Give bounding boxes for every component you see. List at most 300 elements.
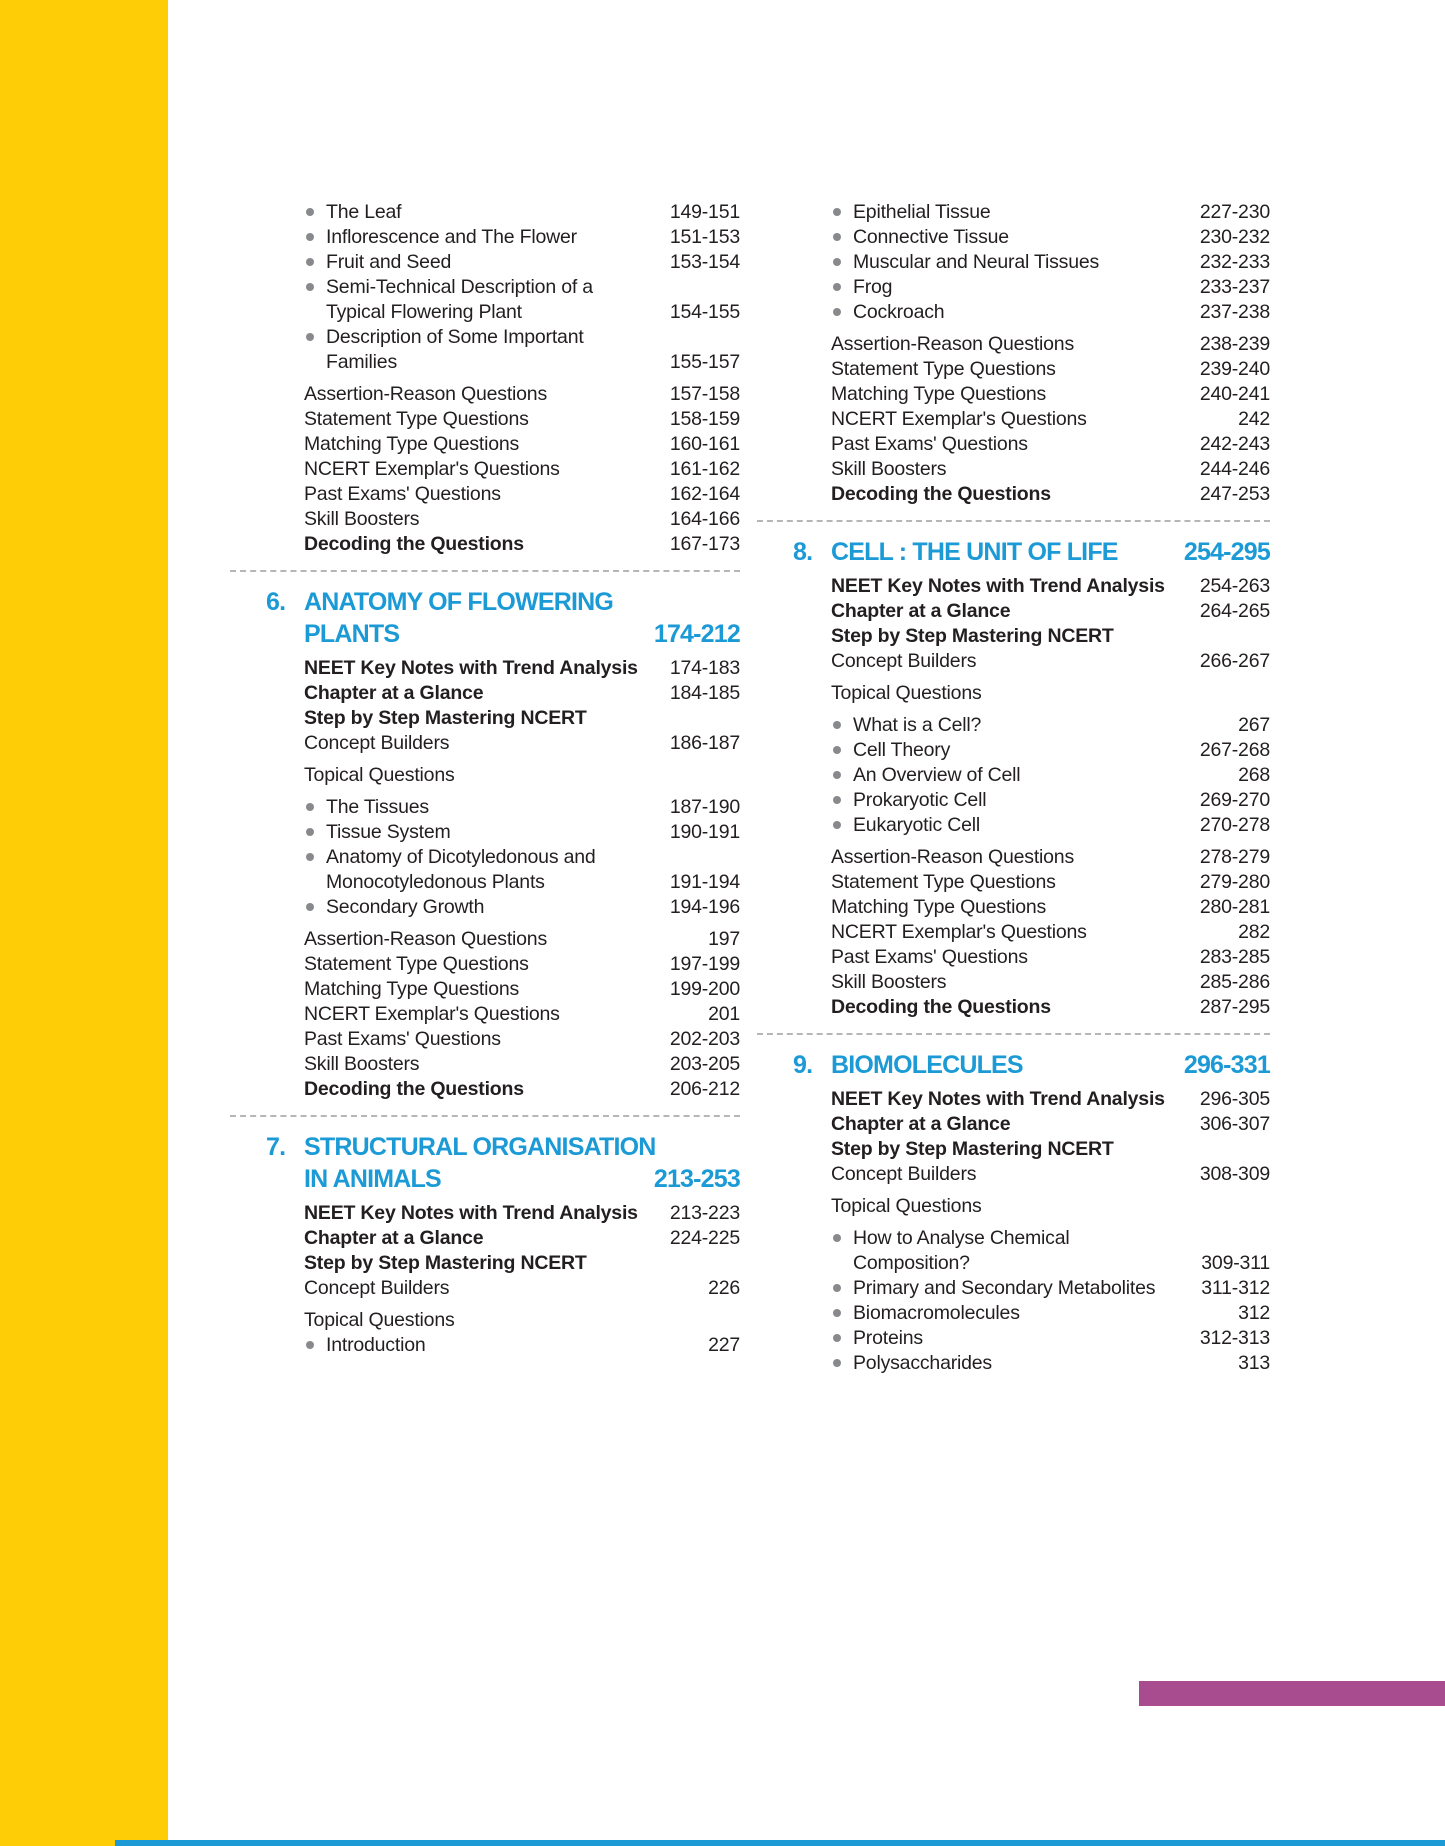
toc-item-label: [304, 1002, 700, 1027]
label-line: Decoding the Questions: [304, 1078, 524, 1100]
toc-item-label: [304, 382, 662, 407]
toc-item-label: [304, 1251, 732, 1276]
toc-item-label: [304, 432, 662, 457]
page-range: 151-153: [669, 226, 740, 248]
chapter-title: [831, 536, 1176, 568]
toc-item: [793, 920, 1270, 945]
page-range: 155-157: [669, 351, 740, 373]
page-range: 232-233: [1199, 251, 1270, 273]
label-line: Step by Step Mastering NCERT: [304, 1252, 587, 1274]
toc-item: [793, 681, 1270, 706]
toc-chapter-entry: [266, 586, 740, 650]
page-range: 161-162: [669, 458, 740, 480]
toc-item: [266, 482, 740, 507]
toc-item: [266, 895, 740, 920]
chapter-number: 6.: [266, 588, 286, 616]
label-line: Biomacromolecules: [853, 1302, 1020, 1324]
label-line: Polysaccharides: [853, 1352, 992, 1374]
toc-item: [793, 649, 1270, 674]
chapter-number: 7.: [266, 1133, 286, 1161]
page-range: 238-239: [1199, 333, 1270, 355]
page-range: 239-240: [1199, 358, 1270, 380]
label-line: Assertion-Reason Questions: [304, 383, 548, 405]
label-line: CELL : THE UNIT OF LIFE: [831, 538, 1118, 566]
toc-item: [793, 1194, 1270, 1219]
section-divider: [230, 570, 740, 572]
toc-item: [793, 713, 1270, 738]
toc-item-label: [853, 1226, 1193, 1276]
toc-item-label: [831, 357, 1192, 382]
chapter-title: [304, 1131, 656, 1195]
label-line: Skill Boosters: [304, 1053, 420, 1075]
label-line: BIOMOLECULES: [831, 1051, 1023, 1079]
toc-item-label: [831, 1137, 1262, 1162]
toc-item: [793, 624, 1270, 649]
page-range: 312: [1238, 1302, 1270, 1324]
toc-item: [266, 1002, 740, 1027]
bullet-icon: [833, 821, 841, 829]
toc-item: [266, 407, 740, 432]
blue-footer-bar: [115, 1840, 1445, 1846]
label-line: Past Exams' Questions: [831, 433, 1028, 455]
page-range: 186-187: [669, 732, 740, 754]
toc-item: [266, 1077, 740, 1102]
toc-item: [266, 507, 740, 532]
label-line: Semi-Technical Description of a: [326, 276, 593, 298]
bullet-icon: [833, 1234, 841, 1242]
bullet-icon: [833, 721, 841, 729]
toc-item: [793, 200, 1270, 225]
toc-item: [266, 382, 740, 407]
toc-item: [793, 1162, 1270, 1187]
toc-item: [266, 532, 740, 557]
label-line: Chapter at a Glance: [304, 1227, 484, 1249]
label-line: Fruit and Seed: [326, 251, 452, 273]
page-range: 247-253: [1199, 483, 1270, 505]
toc-item-label: [304, 763, 732, 788]
toc-item-label: [853, 275, 1192, 300]
toc-item: [266, 795, 740, 820]
label-line: Muscular and Neural Tissues: [853, 251, 1100, 273]
bullet-icon: [306, 283, 314, 291]
toc-item-label: [304, 1276, 700, 1301]
toc-item: [793, 763, 1270, 788]
label-line: Step by Step Mastering NCERT: [831, 625, 1114, 647]
toc-item-label: [304, 457, 662, 482]
toc-item: [793, 995, 1270, 1020]
label-line: Monocotyledonous Plants: [326, 871, 545, 893]
bullet-icon: [306, 853, 314, 861]
page-range: 254-263: [1199, 575, 1270, 597]
page-range: 308-309: [1199, 1163, 1270, 1185]
toc-item-label: [304, 407, 662, 432]
page-range: 270-278: [1199, 814, 1270, 836]
bullet-icon: [833, 1334, 841, 1342]
page-range: 240-241: [1199, 383, 1270, 405]
toc-item-label: [831, 970, 1192, 995]
toc-item-label: [853, 1326, 1192, 1351]
page-range: 162-164: [669, 483, 740, 505]
toc-item: [266, 1201, 740, 1226]
page-range: 174-212: [653, 620, 740, 648]
toc-item-label: [831, 599, 1192, 624]
page-range: 282: [1238, 921, 1270, 943]
label-line: NEET Key Notes with Trend Analysis: [831, 575, 1165, 597]
page-range: 167-173: [669, 533, 740, 555]
page-range: 227-230: [1199, 201, 1270, 223]
toc-item: [793, 1351, 1270, 1376]
page-range: 267-268: [1199, 739, 1270, 761]
toc-item-label: [831, 407, 1230, 432]
label-line: Chapter at a Glance: [304, 682, 484, 704]
label-line: Epithelial Tissue: [853, 201, 991, 223]
toc-item-label: [326, 895, 662, 920]
toc-item: [266, 706, 740, 731]
label-line: Assertion-Reason Questions: [831, 846, 1075, 868]
label-line: How to Analyse Chemical: [853, 1227, 1070, 1249]
page-range: 278-279: [1199, 846, 1270, 868]
toc-item: [793, 300, 1270, 325]
label-line: Topical Questions: [831, 1195, 982, 1217]
label-line: Chapter at a Glance: [831, 1113, 1011, 1135]
toc-item-label: [831, 845, 1192, 870]
bullet-icon: [306, 233, 314, 241]
bullet-icon: [833, 796, 841, 804]
label-line: Cockroach: [853, 301, 945, 323]
toc-item-label: [304, 507, 662, 532]
page-range: 226: [708, 1277, 740, 1299]
label-line: What is a Cell?: [853, 714, 982, 736]
toc-item: [793, 895, 1270, 920]
page-range: 296-331: [1183, 1051, 1270, 1079]
toc-column-right: [793, 200, 1270, 1376]
label-line: Chapter at a Glance: [831, 600, 1011, 622]
label-line: Matching Type Questions: [304, 978, 520, 1000]
toc-item-label: [831, 457, 1192, 482]
page-range: 268: [1238, 764, 1270, 786]
page-range: 269-270: [1199, 789, 1270, 811]
toc-item-label: [831, 920, 1230, 945]
label-line: NCERT Exemplar's Questions: [831, 408, 1087, 430]
page-range: 206-212: [669, 1078, 740, 1100]
label-line: Skill Boosters: [304, 508, 420, 530]
page-range: 264-265: [1199, 600, 1270, 622]
toc-item-label: [831, 1162, 1192, 1187]
toc-item-label: [853, 1276, 1193, 1301]
page-range: 199-200: [669, 978, 740, 1000]
toc-item: [793, 1326, 1270, 1351]
label-line: An Overview of Cell: [853, 764, 1021, 786]
toc-item-label: [326, 325, 662, 375]
toc-item: [266, 275, 740, 325]
bullet-icon: [833, 1309, 841, 1317]
toc-item: [793, 250, 1270, 275]
bullet-icon: [833, 771, 841, 779]
label-line: Skill Boosters: [831, 971, 947, 993]
toc-item-label: [831, 945, 1192, 970]
page-range: 280-281: [1199, 896, 1270, 918]
toc-item: [793, 945, 1270, 970]
bullet-icon: [306, 208, 314, 216]
page-range: 203-205: [669, 1053, 740, 1075]
label-line: Proteins: [853, 1327, 923, 1349]
label-line: Matching Type Questions: [831, 896, 1047, 918]
label-line: Secondary Growth: [326, 896, 485, 918]
label-line: Prokaryotic Cell: [853, 789, 987, 811]
toc-item-label: [853, 1351, 1230, 1376]
section-divider: [757, 520, 1270, 522]
toc-item: [266, 845, 740, 895]
page-range: 202-203: [669, 1028, 740, 1050]
page-range: 184-185: [669, 682, 740, 704]
page-range: 285-286: [1199, 971, 1270, 993]
toc-item: [793, 382, 1270, 407]
toc-item: [266, 763, 740, 788]
toc-item: [793, 482, 1270, 507]
toc-item-label: [831, 649, 1192, 674]
page-range: 197: [708, 928, 740, 950]
page-range: 296-305: [1199, 1088, 1270, 1110]
toc-item-label: [831, 432, 1192, 457]
label-line: Frog: [853, 276, 893, 298]
toc-item-label: [304, 1201, 662, 1226]
toc-item-label: [304, 952, 662, 977]
label-line: NCERT Exemplar's Questions: [304, 1003, 560, 1025]
bullet-icon: [833, 258, 841, 266]
label-line: Eukaryotic Cell: [853, 814, 981, 836]
toc-item-label: [326, 795, 662, 820]
page-range: 306-307: [1199, 1113, 1270, 1135]
toc-item-label: [853, 300, 1192, 325]
toc-item-label: [831, 895, 1192, 920]
bullet-icon: [306, 258, 314, 266]
toc-item: [793, 332, 1270, 357]
label-line: STRUCTURAL ORGANISATION: [304, 1133, 656, 1161]
page-range: 242-243: [1199, 433, 1270, 455]
toc-item: [793, 813, 1270, 838]
toc-item-label: [853, 763, 1230, 788]
toc-item-label: [304, 927, 700, 952]
label-line: Statement Type Questions: [831, 871, 1056, 893]
page-range: 266-267: [1199, 650, 1270, 672]
label-line: Introduction: [326, 1334, 426, 1356]
toc-item: [266, 200, 740, 225]
toc-column-left: [266, 200, 740, 1358]
page-range: 312-313: [1199, 1327, 1270, 1349]
toc-item: [266, 1251, 740, 1276]
label-line: Inflorescence and The Flower: [326, 226, 577, 248]
label-line: Concept Builders: [831, 1163, 977, 1185]
toc-item-label: [853, 200, 1192, 225]
page-range: 153-154: [669, 251, 740, 273]
chapter-title: [831, 1049, 1176, 1081]
section-divider: [757, 1033, 1270, 1035]
toc-item: [793, 1087, 1270, 1112]
toc-item-label: [304, 977, 662, 1002]
label-line: Matching Type Questions: [304, 433, 520, 455]
toc-item: [793, 1226, 1270, 1276]
page-range: 160-161: [669, 433, 740, 455]
page-range: 283-285: [1199, 946, 1270, 968]
page-range: 191-194: [669, 871, 740, 893]
magenta-accent-bar: [1139, 1681, 1445, 1706]
label-line: Decoding the Questions: [304, 533, 524, 555]
label-line: Skill Boosters: [831, 458, 947, 480]
label-line: NEET Key Notes with Trend Analysis: [304, 1202, 638, 1224]
page-range: 201: [708, 1003, 740, 1025]
page-range: 287-295: [1199, 996, 1270, 1018]
toc-item: [793, 788, 1270, 813]
toc-item-label: [831, 382, 1192, 407]
label-line: Assertion-Reason Questions: [831, 333, 1075, 355]
label-line: IN ANIMALS: [304, 1165, 441, 1193]
toc-item: [266, 1308, 740, 1333]
page-range: 194-196: [669, 896, 740, 918]
toc-item-label: [831, 624, 1262, 649]
page-range: 164-166: [669, 508, 740, 530]
label-line: The Tissues: [326, 796, 429, 818]
page-range: 213-253: [653, 1165, 740, 1193]
toc-item-label: [304, 532, 662, 557]
yellow-margin-strip: [0, 0, 168, 1846]
toc-item-label: [831, 1087, 1192, 1112]
toc-item: [266, 225, 740, 250]
toc-item-label: [853, 788, 1192, 813]
toc-item: [793, 738, 1270, 763]
label-line: Description of Some Important: [326, 326, 584, 348]
page-range: 233-237: [1199, 276, 1270, 298]
label-line: Statement Type Questions: [304, 953, 529, 975]
label-line: Concept Builders: [304, 732, 450, 754]
label-line: Concept Builders: [831, 650, 977, 672]
label-line: Typical Flowering Plant: [326, 301, 522, 323]
label-line: ANATOMY OF FLOWERING: [304, 588, 613, 616]
toc-item-label: [853, 713, 1230, 738]
toc-item-label: [304, 706, 732, 731]
label-line: Primary and Secondary Metabolites: [853, 1277, 1156, 1299]
page-range: 242: [1238, 408, 1270, 430]
chapter-number: 9.: [793, 1051, 813, 1079]
page-range: 254-295: [1183, 538, 1270, 566]
label-line: Past Exams' Questions: [304, 1028, 501, 1050]
label-line: Step by Step Mastering NCERT: [304, 707, 587, 729]
bullet-icon: [833, 746, 841, 754]
toc-item: [266, 1276, 740, 1301]
toc-item-label: [831, 1112, 1192, 1137]
toc-chapter-entry: [793, 536, 1270, 568]
chapter-title: [304, 586, 646, 650]
page-range: 309-311: [1201, 1252, 1270, 1274]
toc-item: [266, 952, 740, 977]
label-line: Past Exams' Questions: [831, 946, 1028, 968]
label-line: Topical Questions: [831, 682, 982, 704]
label-line: Topical Questions: [304, 1309, 455, 1331]
toc-chapter-entry: [793, 1049, 1270, 1081]
toc-item: [266, 457, 740, 482]
toc-item-label: [326, 250, 662, 275]
toc-item: [793, 1276, 1270, 1301]
toc-item: [266, 820, 740, 845]
label-line: The Leaf: [326, 201, 402, 223]
toc-item: [793, 407, 1270, 432]
label-line: Step by Step Mastering NCERT: [831, 1138, 1114, 1160]
page-range: 149-151: [669, 201, 740, 223]
label-line: NCERT Exemplar's Questions: [304, 458, 560, 480]
toc-item-label: [831, 681, 1262, 706]
toc-item-label: [304, 1308, 732, 1333]
page-range: 174-183: [669, 657, 740, 679]
bullet-icon: [833, 233, 841, 241]
page-range: 224-225: [669, 1227, 740, 1249]
toc-item: [793, 1112, 1270, 1137]
toc-item-label: [831, 995, 1192, 1020]
toc-item: [266, 977, 740, 1002]
toc-item: [793, 457, 1270, 482]
toc-chapter-entry: [266, 1131, 740, 1195]
bullet-icon: [833, 1359, 841, 1367]
toc-item-label: [304, 656, 662, 681]
toc-item-label: [831, 482, 1192, 507]
toc-item: [793, 845, 1270, 870]
label-line: Assertion-Reason Questions: [304, 928, 548, 950]
page-range: 267: [1238, 714, 1270, 736]
toc-item: [793, 1137, 1270, 1162]
page-range: 227: [708, 1334, 740, 1356]
toc-item: [793, 1301, 1270, 1326]
bullet-icon: [833, 283, 841, 291]
toc-item-label: [326, 1333, 700, 1358]
toc-item: [266, 656, 740, 681]
bullet-icon: [306, 803, 314, 811]
label-line: NEET Key Notes with Trend Analysis: [304, 657, 638, 679]
page-range: 154-155: [669, 301, 740, 323]
toc-item-label: [326, 200, 662, 225]
toc-item-label: [304, 731, 662, 756]
toc-item: [266, 681, 740, 706]
toc-item: [266, 250, 740, 275]
toc-item: [793, 357, 1270, 382]
toc-item-label: [831, 332, 1192, 357]
bullet-icon: [833, 308, 841, 316]
label-line: Decoding the Questions: [831, 483, 1051, 505]
label-line: Decoding the Questions: [831, 996, 1051, 1018]
label-line: Connective Tissue: [853, 226, 1009, 248]
page-range: 197-199: [669, 953, 740, 975]
bullet-icon: [833, 1284, 841, 1292]
toc-item-label: [831, 1194, 1262, 1219]
toc-item: [793, 599, 1270, 624]
label-line: Matching Type Questions: [831, 383, 1047, 405]
label-line: Statement Type Questions: [831, 358, 1056, 380]
page-range: 244-246: [1199, 458, 1270, 480]
toc-item: [266, 325, 740, 375]
bullet-icon: [833, 208, 841, 216]
label-line: Past Exams' Questions: [304, 483, 501, 505]
toc-item: [266, 432, 740, 457]
label-line: NCERT Exemplar's Questions: [831, 921, 1087, 943]
toc-item: [793, 574, 1270, 599]
toc-item-label: [326, 820, 662, 845]
toc-item: [793, 432, 1270, 457]
label-line: PLANTS: [304, 620, 400, 648]
page-range: 157-158: [669, 383, 740, 405]
toc-item: [266, 1027, 740, 1052]
label-line: NEET Key Notes with Trend Analysis: [831, 1088, 1165, 1110]
toc-item-label: [326, 845, 662, 895]
label-line: Composition?: [853, 1252, 970, 1274]
bullet-icon: [306, 1341, 314, 1349]
toc-item-label: [853, 1301, 1230, 1326]
